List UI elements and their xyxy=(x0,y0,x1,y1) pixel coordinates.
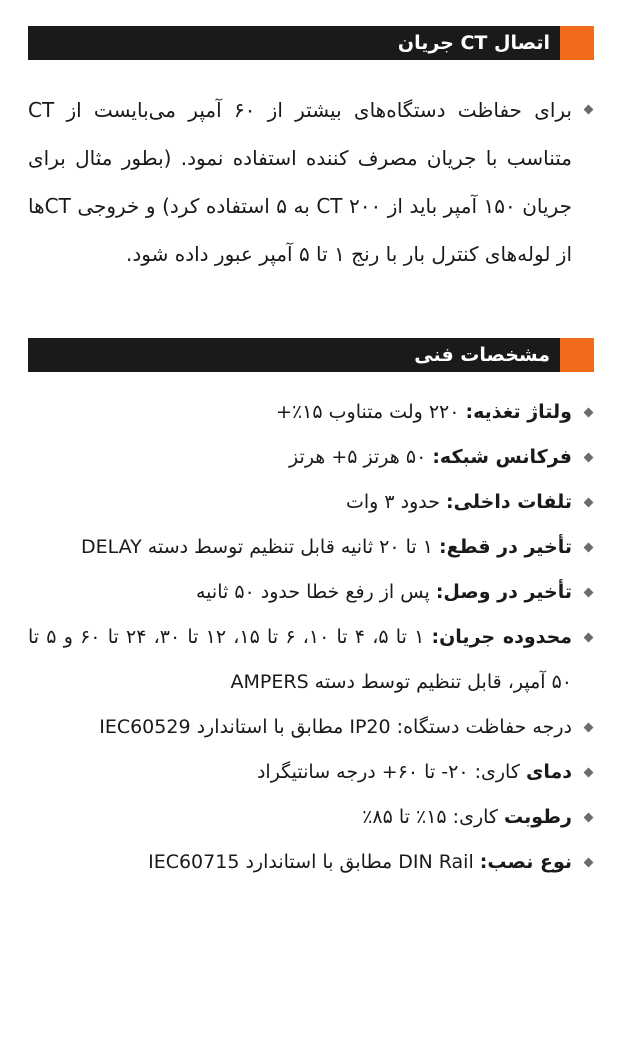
section-ct-connection xyxy=(28,26,594,278)
spec-item-frequency xyxy=(28,435,594,480)
spec-label: رطوبت xyxy=(504,806,572,828)
spec-label: فرکانس شبکه: xyxy=(432,446,572,468)
bullet-icon xyxy=(584,813,594,823)
spec-value: ۵۰ هرتز ۵+ هرتز xyxy=(289,446,433,468)
spec-value: ۱ تا ۲۰ ثانیه قابل تنظیم توسط دسته DELAY xyxy=(80,536,440,558)
bullet-icon xyxy=(584,105,594,115)
spec-item-trip-delay xyxy=(28,525,594,570)
header-accent-square xyxy=(560,338,594,372)
bullet-icon xyxy=(584,498,594,508)
section-technical-specs xyxy=(28,338,594,885)
spec-value: IP20 مطابق با استاندارد IEC60529 xyxy=(99,716,397,738)
spec-value: حدود ۳ وات xyxy=(346,491,447,513)
spec-item-operating-temperature xyxy=(28,750,594,795)
header-accent-square xyxy=(560,26,594,60)
bullet-icon xyxy=(584,453,594,463)
spec-item-mounting-type xyxy=(28,840,594,885)
bullet-icon xyxy=(584,858,594,868)
bullet-icon xyxy=(584,408,594,418)
spec-value: پس از رفع خطا حدود ۵۰ ثانیه xyxy=(196,581,436,603)
bullet-icon xyxy=(584,768,594,778)
paragraph-text: برای حفاظت دستگاه‌های بیشتر از ۶۰ آمپر می‌بایست از CT متناسب با جریان مصرف کننده استفاده نمود. (بطور مثال برای جریان ۱۵۰ آمپر باید از CT ۲۰۰ به ۵ استفاده کرد) و خروجی CTها از لوله‌های کنترل بار با رنج ۱ تا ۵ آمپر عبور داده شود. xyxy=(28,98,573,266)
spec-value: کاری: ۲۰- تا ۶۰+ درجه سانتیگراد xyxy=(256,761,526,783)
spec-item-operating-humidity xyxy=(28,795,594,840)
spec-list xyxy=(28,390,594,885)
spec-value: ۱ تا ۵، ۴ تا ۱۰، ۶ تا ۱۵، ۱۲ تا ۳۰، ۲۴ تا ۶۰ و ۵ تا ۵۰ آمپر، قابل تنظیم توسط دسته AMPERS xyxy=(28,626,572,693)
spec-label: درجه حفاظت دستگاه: xyxy=(396,716,572,738)
section-header-bar xyxy=(28,338,594,372)
bullet-icon xyxy=(584,633,594,643)
spec-label: تأخیر در وصل: xyxy=(435,581,572,603)
bullet-icon xyxy=(584,723,594,733)
bullet-icon xyxy=(584,588,594,598)
spec-label: تأخیر در قطع: xyxy=(439,536,572,558)
spec-value: DIN Rail مطابق با استاندارد IEC60715 xyxy=(148,851,480,873)
spec-value: ۲۲۰ ولت متناوب ۱۵٪+ xyxy=(276,401,466,423)
spec-item-current-range xyxy=(28,615,594,705)
bullet-icon xyxy=(584,543,594,553)
ct-connection-paragraph xyxy=(28,86,594,278)
section-title: اتصال CT جریان xyxy=(397,32,550,54)
spec-value: کاری: ۱۵٪ تا ۸۵٪ xyxy=(362,806,504,828)
spec-label: دمای xyxy=(525,761,572,783)
section-header-bar xyxy=(28,26,594,60)
spec-item-internal-loss xyxy=(28,480,594,525)
spec-item-protection-degree xyxy=(28,705,594,750)
spec-label: تلفات داخلی: xyxy=(446,491,572,513)
spec-label: نوع نصب: xyxy=(479,851,572,873)
spec-item-supply-voltage xyxy=(28,390,594,435)
spec-label: محدوده جریان: xyxy=(431,626,573,648)
section-title: مشخصات فنی xyxy=(414,344,550,366)
spec-label: ولتاژ تغذیه: xyxy=(465,401,572,423)
spec-item-reconnect-delay xyxy=(28,570,594,615)
